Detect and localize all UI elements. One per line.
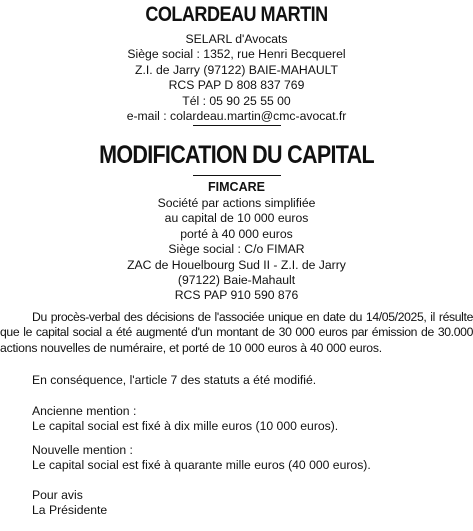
company-name: FIMCARE [208, 180, 265, 194]
decision-line: Du procès-verbal des décisions de l'associée unique en date du 14/05/2025, il résulte [32, 310, 473, 324]
divider-rule [193, 175, 281, 176]
company-city: (97122) Baie-Mahault [177, 273, 296, 288]
decision-paragraph [0, 310, 473, 356]
law-firm-name: COLARDEAU MARTIN [145, 3, 328, 26]
firm-zone-city: Z.I. de Jarry (97122) BAIE-MAHAULT [135, 62, 338, 77]
company-head-office: Siège social : C/o FIMAR [168, 242, 305, 257]
company-new-capital: porté à 40 000 euros [180, 226, 293, 241]
decision-line: actions nouvelles de numéraire, et porté de 10 000 euros à 40 000 euros. [0, 340, 382, 355]
old-mention-label: Ancienne mention : [32, 404, 137, 418]
company-legal-form: Société par actions simplifiée [157, 196, 316, 210]
notice-title: MODIFICATION DU CAPITAL [99, 141, 374, 169]
firm-email: e-mail : colardeau.martin@cmc-avocat.fr [126, 109, 347, 124]
new-mention-block [0, 443, 473, 474]
company-details [0, 196, 473, 304]
new-mention-text: Le capital social est fixé à quarante mille euros (40 000 euros). [32, 458, 371, 473]
consequence-paragraph [0, 373, 473, 388]
closing-formula: Pour avis [32, 488, 83, 502]
old-mention-block [0, 404, 473, 435]
consequence-text: En conséquence, l'article 7 des statuts a été modifié. [32, 373, 317, 387]
company-address: ZAC de Houelbourg Sud II - Z.I. de Jarry [127, 257, 346, 272]
signature-block [0, 488, 473, 519]
old-mention-text: Le capital social est fixé à dix mille euros (10 000 euros). [32, 419, 339, 434]
divider-rule [193, 125, 281, 126]
new-mention-label: Nouvelle mention : [32, 443, 133, 457]
company-rcs: RCS PAP 910 590 876 [174, 288, 299, 303]
law-firm-details [0, 32, 473, 124]
decision-line: que le capital social a été augmenté d'un montant de 30 000 euros par émission de 30.000 [0, 325, 473, 340]
firm-phone: Tél : 05 90 25 55 00 [182, 93, 291, 108]
signatory-title: La Présidente [32, 503, 108, 518]
company-initial-capital: au capital de 10 000 euros [164, 211, 309, 226]
firm-legal-form: SELARL d'Avocats [185, 32, 288, 46]
firm-rcs: RCS PAP D 808 837 769 [168, 78, 305, 93]
firm-head-office: Siège social : 1352, rue Henri Becquerel [127, 47, 346, 62]
